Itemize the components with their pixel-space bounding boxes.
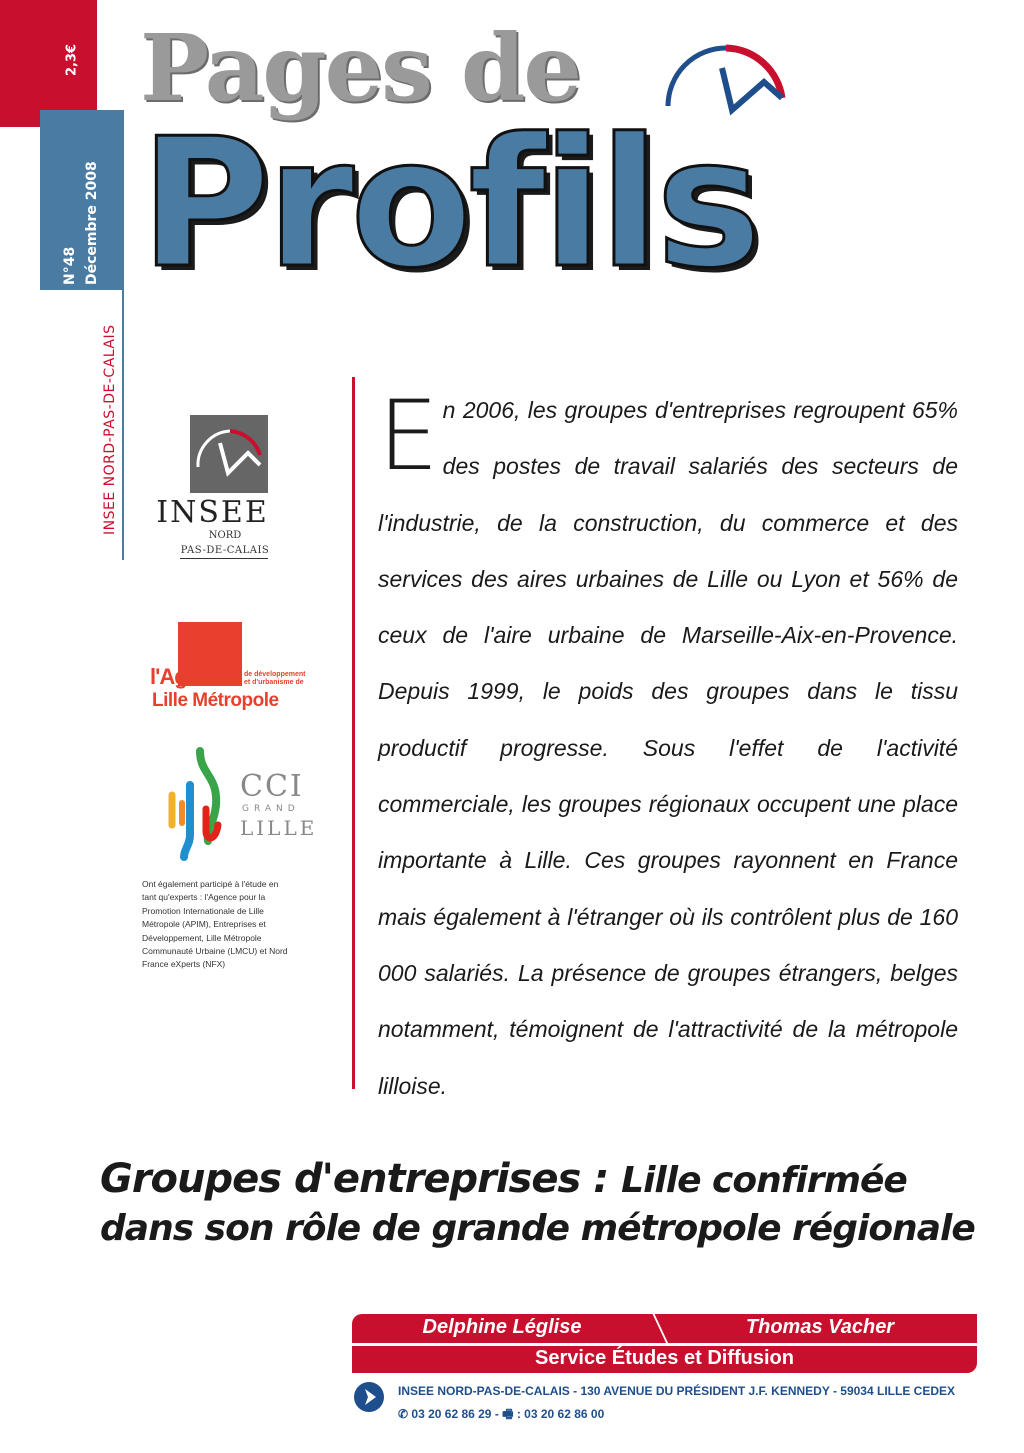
cci-logo-grand: GRAND [242,804,300,814]
contact-line: ✆ 03 20 62 86 29 - 🖷 : 03 20 62 86 00 [398,1407,605,1421]
lead-divider [352,377,355,1089]
agence-logo-text: l'Agence [150,664,233,689]
insee-logo-sub2: PAS-DE-CALAIS [180,545,270,556]
insee-logo-square [190,415,268,493]
insee-arc-logo-icon [662,36,788,116]
author-2: Thomas Vacher [745,1316,895,1338]
headline-part1: Groupes d'entreprises : [100,1156,622,1202]
insee-logo-icon [190,415,268,493]
issue-number: N°48 [62,246,78,285]
insee-logo-text: INSEE [156,495,269,530]
service-name: Service Études et Diffusion [535,1347,794,1369]
fax-number: : 03 20 62 86 00 [516,1407,605,1421]
publisher-side-label: INSEE NORD-PAS-DE-CALAIS [102,324,118,536]
agence-small-line1: de développement [244,671,306,678]
phone-icon: ✆ [398,1407,409,1421]
issue-info [56,120,106,285]
postal-address: INSEE NORD-PAS-DE-CALAIS - 130 AVENUE DU PRÉSIDENT J.F. KENNEDY - 59034 LILLE CEDEX [398,1384,955,1398]
headline-part2: Lille confirmée [621,1160,907,1201]
issue-date: Décembre 2008 [84,161,100,285]
arrow-right-icon [354,1382,384,1412]
series-title-top: Pages de [140,14,580,122]
insee-logo-rule [180,558,268,559]
cci-logo-icon [160,745,230,865]
series-title-main: Profils [140,100,758,307]
side-divider [122,290,124,560]
insee-logo-sub1: NORD [208,530,242,541]
agence-logo-city: Lille Métropole [152,690,279,711]
headline-line1 [100,1155,907,1203]
phone-number: 03 20 62 86 29 [411,1407,492,1421]
price: 2,3€ [64,43,80,77]
contributors-note: Ont également participé à l'étude en tant qu'experts : l'Agence pour la Promotion Internationale de Lille Métropole (APIM), Entreprises et Développement, Lille Métropole Communauté Urbaine (LMCU) et Nord France eXperts (NFX) [142,879,288,970]
fax-icon: 🖷 [502,1407,514,1421]
agence-logo-small [244,671,305,687]
agence-small-line2: et d'urbanisme de [244,679,304,686]
lead-text: n 2006, les groupes d'entreprises regroupent 65% des postes de travail salariés des secteurs de l'industrie, de la construction, du commerce et des services des aires urbaines de Lille ou Lyon et 56% de ceux de l'aire urbaine de Marseille-Aix-en-Provence. Depuis 1999, le poids des groupes dans le tissu productif progresse. Sous l'effet de l'activité commerciale, les groupes régionaux occupent une place importante à Lille. Ces groupes rayonnent en France mais également à l'étranger où ils contrôlent plus de 160 000 salariés. La présence de groupes étrangers, belges notamment, témoignent de l'attractivité de la métropole lilloise. [378,397,958,1099]
drop-cap: E [378,380,439,492]
lead-paragraph [378,382,958,1114]
author-1: Delphine Léglise [422,1316,582,1338]
cci-logo-text: CCI [240,769,304,804]
cci-logo-lille: LILLE [240,816,318,840]
headline-line2: dans son rôle de grande métropole régionale [100,1208,975,1249]
